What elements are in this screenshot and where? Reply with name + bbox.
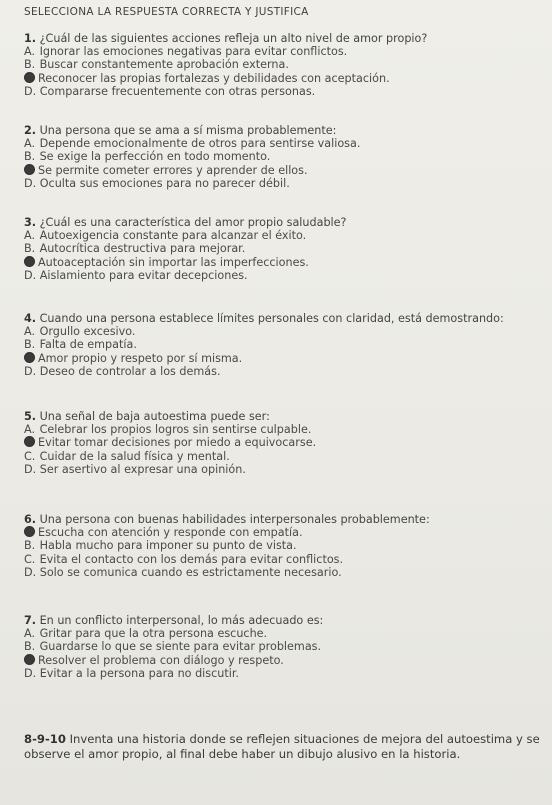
option-text: Se exige la perfección en todo momento. [39,150,271,164]
question-number: 5. [24,410,37,423]
circled-answer-mark-icon [24,256,35,267]
answer-option[interactable] [24,269,544,282]
option-text: Aislamiento para evitar decepciones. [39,268,248,282]
answer-option[interactable] [24,164,544,177]
answer-option[interactable] [24,137,544,150]
answer-option[interactable] [24,654,544,667]
question-stem [24,513,544,526]
option-letter: D. [24,462,37,476]
option-text: Ser asertivo al expresar una opinión. [39,462,246,476]
question-number: 6. [24,513,37,526]
option-text: Solo se comunica cuando es estrictamente necesario. [39,565,342,579]
option-letter: B. [24,58,36,72]
answer-option[interactable] [24,423,544,436]
option-text: Resolver el problema con diálogo y respeto. [38,653,284,667]
option-text: Autoexigencia constante para alcanzar el éxito. [39,229,307,243]
option-text: Gritar para que la otra persona escuche. [39,627,268,641]
answer-option[interactable] [24,58,544,71]
option-letter: B. [24,338,36,352]
option-text: Deseo de controlar a los demás. [39,364,221,378]
option-text: Amor propio y respeto por sí misma. [38,351,243,365]
option-text: Se permite cometer errores y aprender de ellos. [38,163,308,177]
answer-option[interactable] [24,640,544,653]
answer-option[interactable] [24,365,544,378]
option-text: Cuidar de la salud física y mental. [39,449,230,463]
question-number: 7. [24,614,37,627]
answer-option[interactable] [24,463,544,476]
answer-option[interactable] [24,436,544,449]
question-text: Cuando una persona establece límites personales con claridad, está demostrando: [39,312,504,325]
answer-option[interactable] [24,450,544,463]
circled-answer-mark-icon [24,72,35,83]
question-text: ¿Cuál de las siguientes acciones refleja un alto nivel de amor propio? [39,32,428,45]
option-text: Reconocer las propias fortalezas y debilidades con aceptación. [38,71,390,85]
question-text: Una persona con buenas habilidades interpersonales probablemente: [39,513,430,526]
option-letter: C. [24,552,36,566]
question-block [24,32,544,98]
option-text: Evita el contacto con los demás para evitar conflictos. [39,552,344,566]
option-text: Evitar tomar decisiones por miedo a equivocarse. [38,436,317,450]
option-letter: D. [24,666,37,680]
option-text: Escucha con atención y responde con empatía. [38,526,303,540]
question-stem [24,32,544,45]
option-letter: B. [24,640,36,654]
worksheet-header: SELECCIONA LA RESPUESTA CORRECTA Y JUSTIFICA [24,6,309,18]
question-stem [24,614,544,627]
option-letter: D. [24,364,37,378]
option-text: Celebrar los propios logros sin sentirse culpable. [39,423,312,437]
option-letter: C. [24,449,36,463]
option-letter: B. [24,150,36,164]
option-text: Buscar constantemente aprobación externa. [39,58,289,72]
question-number: 2. [24,124,37,137]
question-block [24,216,544,282]
circled-answer-mark-icon [24,436,35,447]
circled-answer-mark-icon [24,352,35,363]
option-letter: A. [24,229,36,243]
option-text: Oculta sus emociones para no parecer débil. [39,176,290,190]
answer-option[interactable] [24,667,544,680]
option-text: Depende emocionalmente de otros para sentirse valiosa. [39,137,361,151]
option-letter: D. [24,176,37,190]
answer-option[interactable] [24,526,544,539]
answer-option[interactable] [24,566,544,579]
story-task [24,732,544,762]
circled-answer-mark-icon [24,164,35,175]
option-text: Evitar a la persona para no discutir. [39,666,239,680]
question-stem [24,124,544,137]
answer-option[interactable] [24,72,544,85]
option-text: Autoaceptación sin importar las imperfecciones. [38,255,309,269]
question-stem [24,410,544,423]
question-text: En un conflicto interpersonal, lo más adecuado es: [39,614,324,627]
question-block [24,312,544,378]
question-number: 1. [24,32,37,45]
task-number: 8-9-10 [24,732,66,746]
question-number: 4. [24,312,37,325]
question-number: 3. [24,216,37,229]
answer-option[interactable] [24,553,544,566]
question-stem [24,216,544,229]
question-block [24,614,544,680]
answer-option[interactable] [24,539,544,552]
option-letter: A. [24,137,36,151]
task-text: Inventa una historia donde se reflejen situaciones de mejora del autoestima y se observe el amor propio, al final debe haber un dibujo alusivo en la historia. [24,732,540,761]
option-text: Habla mucho para imponer su punto de vista. [39,539,297,553]
option-text: Falta de empatía. [39,338,137,352]
answer-option[interactable] [24,150,544,163]
option-text: Guardarse lo que se siente para evitar problemas. [39,640,322,654]
answer-option[interactable] [24,242,544,255]
option-letter: B. [24,539,36,553]
answer-option[interactable] [24,627,544,640]
option-text: Autocrítica destructiva para mejorar. [39,242,246,256]
answer-option[interactable] [24,85,544,98]
answer-option[interactable] [24,325,544,338]
option-letter: D. [24,268,37,282]
question-stem [24,312,544,325]
answer-option[interactable] [24,256,544,269]
answer-option[interactable] [24,352,544,365]
option-letter: A. [24,627,36,641]
question-text: Una señal de baja autoestima puede ser: [39,410,270,423]
option-text: Orgullo excesivo. [39,325,136,339]
answer-option[interactable] [24,338,544,351]
question-block [24,513,544,579]
question-text: ¿Cuál es una característica del amor propio saludable? [39,216,347,229]
answer-option[interactable] [24,177,544,190]
question-block [24,124,544,190]
circled-answer-mark-icon [24,526,35,537]
question-block [24,410,544,476]
option-letter: B. [24,242,36,256]
circled-answer-mark-icon [24,654,35,665]
option-letter: A. [24,45,36,59]
option-text: Compararse frecuentemente con otras personas. [39,84,316,98]
option-letter: A. [24,325,36,339]
answer-option[interactable] [24,45,544,58]
answer-option[interactable] [24,229,544,242]
option-text: Ignorar las emociones negativas para evitar conflictos. [39,45,348,59]
option-letter: A. [24,423,36,437]
option-letter: D. [24,565,37,579]
question-text: Una persona que se ama a sí misma probablemente: [39,124,337,137]
option-letter: D. [24,84,37,98]
